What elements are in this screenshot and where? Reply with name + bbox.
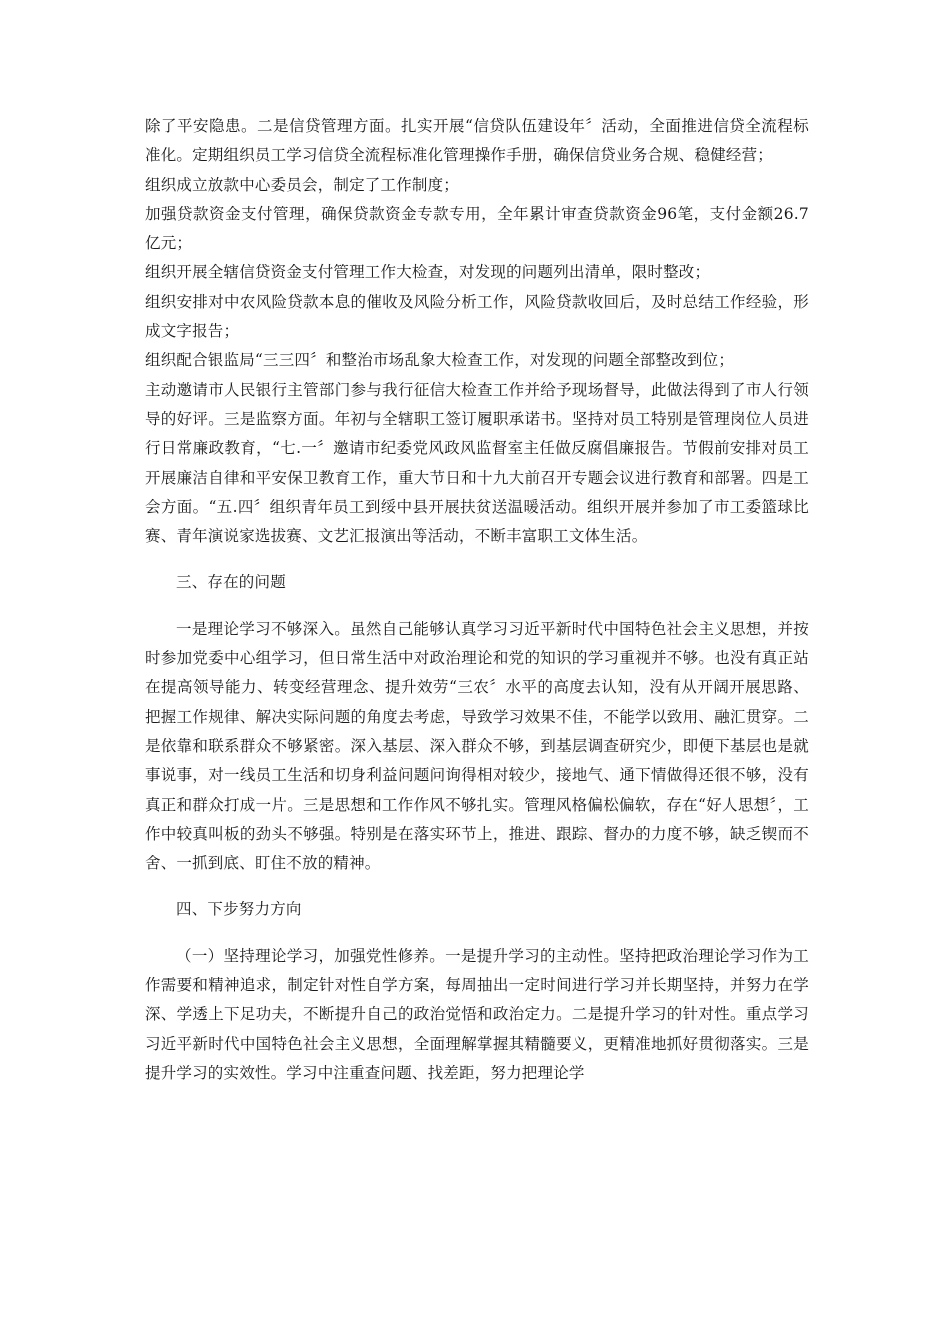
- section-heading-problems: 三、存在的问题: [176, 573, 286, 592]
- paragraph-risk-collection: 组织安排对中农风险贷款本息的催收及风险分析工作，风险贷款收回后，及时总结工作经验，形成文字报告；: [145, 292, 809, 341]
- paragraph-regulator-check: 组织配合银监局“三三四〞和整治市场乱象大检查工作，对发现的问题全部整改到位；: [145, 351, 735, 370]
- paragraph-inspection: 组织开展全辖信贷资金支付管理工作大检查，对发现的问题列出清单，限时整改；: [145, 263, 711, 282]
- paragraph-supervision-union: 主动邀请市人民银行主管部门参与我行征信大检查工作并给予现场督导，此做法得到了市人行领导的好评。三是监察方面。年初与全辖职工签订履职承诺书。坚持对员工特别是管理岗位人员进行日常廉政教育，“七.一〞邀请市纪委党风政风监督室主任做反腐倡廉报告。节假前安排对员工开展廉洁自律和平安保卫教育工作，重大节日和十九大前召开专题会议进行教育和部署。四是工会方面。“五.四〞组织青年员工到绥中县开展扶贫送温暖活动。组织开展并参加了市工委篮球比赛、青年演说家选拔赛、文艺汇报演出等活动，不断丰富职工文体生活。: [145, 380, 809, 546]
- paragraph-loan-payment: 加强贷款资金支付管理，确保贷款资金专款专用，全年累计审查贷款资金96笔，支付金额26.7亿元；: [145, 204, 809, 253]
- paragraph-next-steps: （一）坚持理论学习，加强党性修养。一是提升学习的主动性。坚持把政治理论学习作为工作需要和精神追求，制定针对性自学方案，每周抽出一定时间进行学习并长期坚持，并努力在学深、学透上下足功夫，不断提升自己的政治觉悟和政治定力。二是提升学习的针对性。重点学习习近平新时代中国特色社会主义思想，全面理解掌握其精髓要义，更精准地抓好贯彻落实。三是提升学习的实效性。学习中注重查问题、找差距，努力把理论学: [145, 946, 809, 1082]
- document-page: [145, 112, 809, 1088]
- section-heading-next-steps: 四、下步努力方向: [176, 900, 302, 919]
- paragraph-credit-management: 除了平安隐患。二是信贷管理方面。扎实开展“信贷队伍建设年〞活动，全面推进信贷全流程标准化。定期组织员工学习信贷全流程标准化管理操作手册，确保信贷业务合规、稳健经营；: [145, 117, 809, 165]
- paragraph-problems: 一是理论学习不够深入。虽然自己能够认真学习习近平新时代中国特色社会主义思想，并按时参加党委中心组学习，但日常生活中对政治理论和党的知识的学习重视并不够。也没有真正站在提高领导能力、转变经营理念、提升效劳“三农〞水平的高度去认知，没有从开阔开展思路、把握工作规律、解决实际问题的角度去考虑，导致学习效果不佳，不能学以致用、融汇贯穿。二是依靠和联系群众不够紧密。深入基层、深入群众不够，到基层调查研究少，即便下基层也是就事说事，对一线员工生活和切身利益问题问询得相对较少，接地气、通下情做得还很不够，没有真正和群众打成一片。三是思想和工作作风不够扎实。管理风格偏松偏软，存在“好人思想〞，工作中较真叫板的劲头不够强。特别是在落实环节上，推进、跟踪、督办的力度不够，缺乏锲而不舍、一抓到底、盯住不放的精神。: [145, 619, 809, 873]
- paragraph-loan-committee: 组织成立放款中心委员会，制定了工作制度；: [145, 175, 460, 194]
